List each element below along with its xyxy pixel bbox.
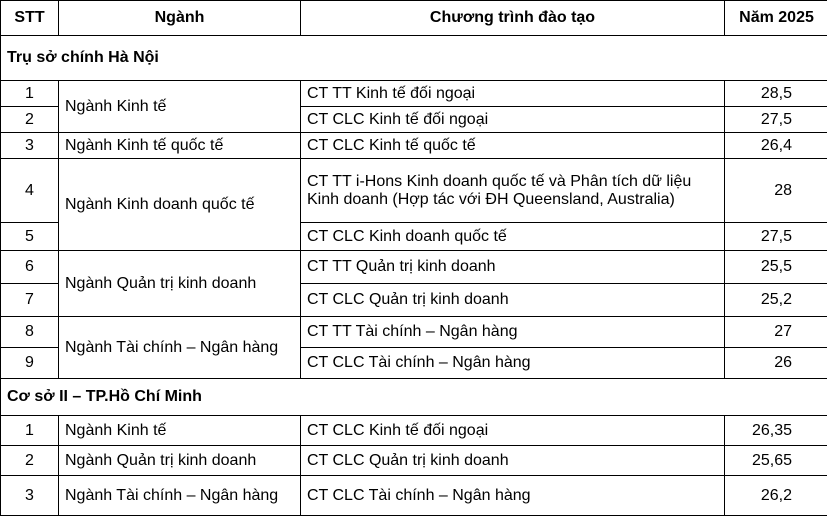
stt-cell: 8 xyxy=(1,317,59,348)
program-cell: CT CLC Tài chính – Ngân hàng xyxy=(301,476,725,516)
major-cell: Ngành Quản trị kinh doanh xyxy=(59,446,301,476)
program-cell: CT TT Kinh tế đối ngoại xyxy=(301,81,725,107)
stt-cell: 1 xyxy=(1,81,59,107)
header-stt: STT xyxy=(1,1,59,36)
table-row xyxy=(1,317,827,348)
program-cell: CT CLC Quản trị kinh doanh xyxy=(301,446,725,476)
program-cell: CT CLC Kinh tế quốc tế xyxy=(301,133,725,159)
major-cell: Ngành Tài chính – Ngân hàng xyxy=(59,317,301,379)
score-cell: 25,65 xyxy=(725,446,827,476)
score-cell: 27 xyxy=(725,317,827,348)
table-row xyxy=(1,446,827,476)
stt-cell: 9 xyxy=(1,348,59,379)
table-row xyxy=(1,476,827,516)
table-row xyxy=(1,81,827,107)
score-cell: 26,4 xyxy=(725,133,827,159)
stt-cell: 3 xyxy=(1,476,59,516)
program-cell: CT TT Tài chính – Ngân hàng xyxy=(301,317,725,348)
stt-cell: 6 xyxy=(1,251,59,284)
section-title: Trụ sở chính Hà Nội xyxy=(1,36,827,81)
major-cell: Ngành Kinh doanh quốc tế xyxy=(59,159,301,251)
stt-cell: 4 xyxy=(1,159,59,223)
header-row xyxy=(1,1,827,36)
stt-cell: 1 xyxy=(1,416,59,446)
score-cell: 26 xyxy=(725,348,827,379)
program-cell: CT CLC Kinh tế đối ngoại xyxy=(301,107,725,133)
program-cell: CT CLC Kinh doanh quốc tế xyxy=(301,223,725,251)
table-row xyxy=(1,159,827,223)
stt-cell: 2 xyxy=(1,446,59,476)
major-cell: Ngành Kinh tế xyxy=(59,416,301,446)
table-row xyxy=(1,133,827,159)
score-cell: 28,5 xyxy=(725,81,827,107)
program-cell: CT TT i-Hons Kinh doanh quốc tế và Phân tích dữ liệu Kinh doanh (Hợp tác với ĐH Queensland, Australia) xyxy=(301,159,725,223)
header-year: Năm 2025 xyxy=(725,1,827,36)
program-cell: CT CLC Tài chính – Ngân hàng xyxy=(301,348,725,379)
score-cell: 28 xyxy=(725,159,827,223)
major-cell: Ngành Kinh tế xyxy=(59,81,301,133)
major-cell: Ngành Kinh tế quốc tế xyxy=(59,133,301,159)
score-cell: 27,5 xyxy=(725,223,827,251)
score-cell: 25,2 xyxy=(725,284,827,317)
program-cell: CT TT Quản trị kinh doanh xyxy=(301,251,725,284)
section-row-hanoi xyxy=(1,36,827,81)
section-row-hcmc xyxy=(1,379,827,416)
header-program: Chương trình đào tạo xyxy=(301,1,725,36)
stt-cell: 5 xyxy=(1,223,59,251)
stt-cell: 7 xyxy=(1,284,59,317)
program-cell: CT CLC Kinh tế đối ngoại xyxy=(301,416,725,446)
score-cell: 26,2 xyxy=(725,476,827,516)
stt-cell: 2 xyxy=(1,107,59,133)
table-row xyxy=(1,251,827,284)
score-cell: 27,5 xyxy=(725,107,827,133)
major-cell: Ngành Quản trị kinh doanh xyxy=(59,251,301,317)
section-title: Cơ sở II – TP.Hồ Chí Minh xyxy=(1,379,827,416)
header-nganh: Ngành xyxy=(59,1,301,36)
program-cell: CT CLC Quản trị kinh doanh xyxy=(301,284,725,317)
score-cell: 26,35 xyxy=(725,416,827,446)
stt-cell: 3 xyxy=(1,133,59,159)
major-cell: Ngành Tài chính – Ngân hàng xyxy=(59,476,301,516)
table-row xyxy=(1,416,827,446)
score-cell: 25,5 xyxy=(725,251,827,284)
